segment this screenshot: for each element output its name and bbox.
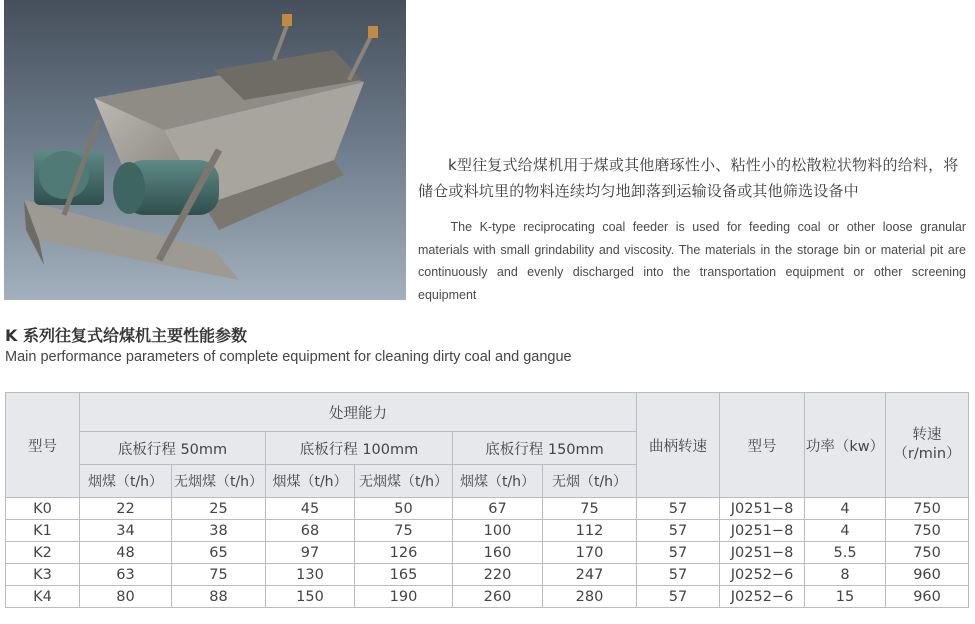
header-power: 功率（kw） (805, 393, 886, 498)
table-cell: 15 (805, 586, 886, 608)
table-cell: 5.5 (805, 542, 886, 564)
table-cell: 80 (80, 586, 172, 608)
table-cell: 45 (266, 498, 355, 520)
table-cell: 165 (355, 564, 453, 586)
table-cell: 50 (355, 498, 453, 520)
header-speed: 转速（r/min） (886, 393, 969, 498)
performance-table (5, 392, 969, 608)
table-cell: 57 (637, 542, 720, 564)
table-cell: 57 (637, 586, 720, 608)
cell-model: K2 (6, 542, 80, 564)
table-cell: 57 (637, 564, 720, 586)
table-row (6, 542, 969, 564)
table-cell: 150 (266, 586, 355, 608)
table-cell: 750 (886, 498, 969, 520)
table-cell: J0251−8 (720, 520, 805, 542)
header-stroke-50: 底板行程 50mm (80, 432, 266, 465)
cell-model: K4 (6, 586, 80, 608)
section-title-cn: K 系列往复式给煤机主要性能参数 (5, 326, 247, 345)
table-cell: 960 (886, 564, 969, 586)
product-photo (4, 0, 406, 300)
table-cell: 38 (172, 520, 266, 542)
table-cell: 65 (172, 542, 266, 564)
table-cell: 25 (172, 498, 266, 520)
table-cell: 75 (172, 564, 266, 586)
cell-model: K3 (6, 564, 80, 586)
table-cell: 75 (543, 498, 637, 520)
table-cell: 75 (355, 520, 453, 542)
header-anthracite: 无烟煤（t/h） (172, 465, 266, 498)
table-cell: 68 (266, 520, 355, 542)
table-cell: 88 (172, 586, 266, 608)
header-row (6, 393, 969, 432)
header-coal: 烟煤（t/h） (80, 465, 172, 498)
table-cell: 112 (543, 520, 637, 542)
table-cell: 100 (453, 520, 543, 542)
header-capacity: 处理能力 (80, 393, 637, 432)
table-row (6, 564, 969, 586)
table-cell: J0251−8 (720, 498, 805, 520)
table-cell: 280 (543, 586, 637, 608)
header-reducer-model: 型号 (720, 393, 805, 498)
table-cell: J0252−6 (720, 564, 805, 586)
table-cell: 8 (805, 564, 886, 586)
table-cell: 130 (266, 564, 355, 586)
description-cn: k型往复式给煤机用于煤或其他磨琢性小、粘性小的松散粒状物料的给料，将储仓或料坑里的物料连续均匀地卸落到运输设备或其他筛选设备中 (418, 156, 959, 200)
table-row (6, 520, 969, 542)
table-cell: 126 (355, 542, 453, 564)
header-coal: 烟煤（t/h） (266, 465, 355, 498)
table-cell: 4 (805, 498, 886, 520)
table-cell: 960 (886, 586, 969, 608)
cell-model: K1 (6, 520, 80, 542)
table-cell: 57 (637, 520, 720, 542)
header-anthracite-short: 无烟（t/h） (543, 465, 637, 498)
table-cell: J0251−8 (720, 542, 805, 564)
table-cell: 67 (453, 498, 543, 520)
description-en: The K-type reciprocating coal feeder is used for feeding coal or other loose granular materials with small grindability and viscosity. The materials in the storage bin or material pit are continuously and evenly discharged into the transportation equipment or other screening equipment (418, 220, 966, 302)
table-cell: 4 (805, 520, 886, 542)
table-cell: 750 (886, 542, 969, 564)
table-cell: 750 (886, 520, 969, 542)
table-cell: 190 (355, 586, 453, 608)
table-row (6, 498, 969, 520)
header-coal: 烟煤（t/h） (453, 465, 543, 498)
header-stroke-100: 底板行程 100mm (266, 432, 453, 465)
table-cell: 160 (453, 542, 543, 564)
header-stroke-150: 底板行程 150mm (453, 432, 637, 465)
section-title-en: Main performance parameters of complete equipment for cleaning dirty coal and gangue (5, 349, 572, 365)
table-cell: 22 (80, 498, 172, 520)
header-crank-speed: 曲柄转速 (637, 393, 720, 498)
table-cell: 48 (80, 542, 172, 564)
table-cell: 247 (543, 564, 637, 586)
table-row (6, 586, 969, 608)
table-cell: 260 (453, 586, 543, 608)
table-cell: 170 (543, 542, 637, 564)
table-cell: 97 (266, 542, 355, 564)
cell-model: K0 (6, 498, 80, 520)
table-cell: 220 (453, 564, 543, 586)
table-cell: 63 (80, 564, 172, 586)
header-anthracite: 无烟煤（t/h） (355, 465, 453, 498)
coal-feeder-illustration (4, 0, 406, 300)
table-cell: 57 (637, 498, 720, 520)
header-model: 型号 (6, 393, 80, 498)
table-cell: J0252−6 (720, 586, 805, 608)
table-cell: 34 (80, 520, 172, 542)
